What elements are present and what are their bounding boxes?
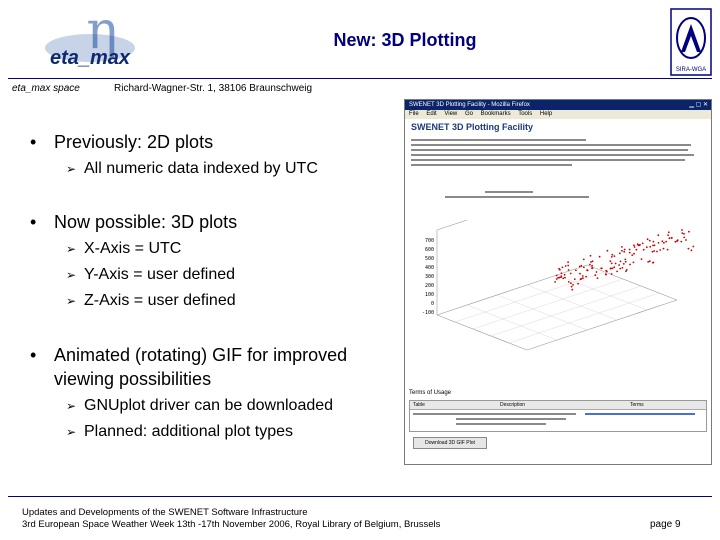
scatter-point [661,240,663,242]
scatter-point [667,234,669,236]
company-address: Richard-Wagner-Str. 1, 38106 Braunschweig [114,83,313,94]
scatter-point [668,231,670,233]
bullet-previously [30,132,213,153]
scatter-point [636,249,638,251]
page-number: page 9 [650,519,681,530]
scatter-point [643,249,645,251]
scatter-point [626,269,628,271]
scatter-point [641,258,643,260]
scatter-point [656,251,658,253]
scatter-point [652,251,654,253]
scatter-point [683,237,685,239]
scatter-point [683,233,685,235]
terms-of-usage-title: Terms of Usage [409,390,452,396]
scatter-point [611,263,613,265]
scatter-point [567,261,569,263]
sub-bullet-text: All numeric data indexed by UTC [84,160,318,177]
scatter-point [585,276,587,278]
sub-bullet-text: X-Axis = UTC [84,240,182,257]
scatter-point [622,267,624,269]
scatter-point [582,277,584,279]
3d-scatter-plot [407,220,707,360]
scatter-point [685,239,687,241]
bullet-dot-icon: • [30,345,37,365]
svg-text:300: 300 [424,274,434,280]
scatter-point [565,265,567,267]
bullet-text-continued: viewing possibilities [54,369,212,389]
scatter-point [620,261,622,263]
scatter-point [606,271,608,273]
footer-divider [8,496,712,497]
bullet-animated-gif [30,345,347,366]
scatter-point [564,277,566,279]
scatter-point [653,250,655,252]
scatter-point [623,263,625,265]
scatter-point [561,272,563,274]
scatter-point [583,259,585,261]
scatter-point [560,275,562,277]
scatter-point [688,231,690,233]
download-plot-button[interactable]: Download 3D GIF Plot [413,437,487,449]
svg-text:600: 600 [424,247,434,253]
scatter-point [634,246,636,248]
scatter-point [556,275,558,277]
scatter-point [618,264,620,266]
menu-item: Go [464,111,473,117]
scatter-point [601,267,603,269]
table-cell-greeked [456,423,546,425]
scatter-point [649,260,651,262]
scatter-point [658,242,660,244]
scatter-point [633,253,635,255]
eta-max-logo [40,8,140,78]
scatter-point [653,241,655,243]
scatter-point [621,246,623,248]
scatter-point [570,282,572,284]
browser-window-title: SWENET 3D Plotting Facility - Mozilla Firefox [409,102,530,108]
scatter-point [574,278,576,280]
scatter-point [568,281,570,283]
scatter-point [625,261,627,263]
arrow-bullet-icon: ➢ [66,294,77,308]
scatter-point [624,249,626,251]
scatter-point [647,261,649,263]
scatter-point [575,269,577,271]
scatter-points [554,229,694,291]
scatter-point [633,262,635,264]
svg-text:-100: -100 [421,310,434,316]
scatter-point [676,240,678,242]
scatter-point [564,274,566,276]
scatter-point [615,263,617,265]
svg-text:500: 500 [424,256,434,262]
intro-paragraph-greeked [411,136,703,169]
scatter-point [594,274,596,276]
scatter-point [571,286,573,288]
scatter-point [663,242,665,244]
scatter-point [590,261,592,263]
scatter-point [597,277,599,279]
sub-bullet [66,266,235,284]
scatter-point [633,244,635,246]
scatter-point [580,278,582,280]
scatter-point [582,275,584,277]
svg-text:200: 200 [424,283,434,289]
browser-menubar [405,110,711,119]
scatter-point [611,256,613,258]
scatter-point [669,237,671,239]
sub-bullet [66,292,236,310]
bullet-text: Animated (rotating) GIF for improved [54,345,348,365]
menu-item: Help [539,111,553,117]
table-cell-greeked [456,418,566,420]
menu-item: Bookmarks [480,111,511,117]
bullet-text: Now possible: 3D plots [54,212,238,232]
scatter-point [592,260,594,262]
scatter-point [589,264,591,266]
scatter-point [614,255,616,257]
scatter-point [663,248,665,250]
scatter-point [559,269,561,271]
sub-bullet-text: Planned: additional plot types [84,423,294,440]
svg-text:η: η [86,8,118,61]
scatter-point [691,249,693,251]
arrow-bullet-icon: ➢ [66,425,77,439]
sira-logo [670,8,712,76]
scatter-point [579,273,581,275]
menu-item: File [409,111,419,117]
scatter-point [621,250,623,252]
arrow-bullet-icon: ➢ [66,162,77,176]
scatter-point [599,256,601,258]
browser-screenshot [404,99,712,465]
scatter-point [688,248,690,250]
scatter-point [591,265,593,267]
scatter-point [587,269,589,271]
scatter-point [629,264,631,266]
scatter-point [562,278,564,280]
scatter-point [592,267,594,269]
scatter-point [657,234,659,236]
scatter-point [681,232,683,234]
scatter-point [579,266,581,268]
scatter-point [571,289,573,291]
scatter-point [590,255,592,257]
scatter-point [681,229,683,231]
window-controls-icon: ▁ ▢ ✕ [689,102,708,108]
scatter-point [583,267,585,269]
scatter-point [629,252,631,254]
scatter-point [667,249,669,251]
sub-bullet-text: Y-Axis = user defined [84,266,236,283]
header-divider [8,78,712,79]
scatter-point [623,251,625,253]
svg-text:0: 0 [430,301,434,307]
sub-bullet [66,240,181,258]
scatter-point [611,254,613,256]
scatter-point [562,267,564,269]
menu-item: Tools [518,111,533,117]
bullet-now-possible [30,212,237,233]
sub-bullet [66,397,333,415]
scatter-point [580,265,582,267]
scatter-point [675,241,677,243]
scatter-point [649,240,651,242]
scatter-point [609,260,611,262]
z-tick-labels [422,238,434,316]
menu-item: View [444,111,458,117]
scatter-point [671,237,673,239]
scatter-point [619,252,621,254]
plot-grid [455,272,659,343]
scatter-point [612,268,614,270]
scatter-point [570,273,572,275]
scatter-point [559,277,561,279]
bullet-text: Previously: 2D plots [54,132,214,152]
scatter-point [619,268,621,270]
svg-text:100: 100 [424,292,434,298]
table-header-cell: Table [413,402,425,408]
scatter-point [647,238,649,240]
scatter-point [629,249,631,251]
scatter-point [616,271,618,273]
scatter-point [577,283,579,285]
scatter-point [642,243,644,245]
scatter-point [665,241,667,243]
arrow-bullet-icon: ➢ [66,268,77,282]
arrow-bullet-icon: ➢ [66,242,77,256]
scatter-point [625,270,627,272]
scatter-point [637,243,639,245]
scatter-point [639,244,641,246]
scatter-point [631,254,633,256]
terms-table [409,400,707,432]
scatter-point [605,273,607,275]
scatter-point [646,246,648,248]
table-header-cell: Description [500,402,526,408]
scatter-point [649,246,651,248]
scatter-point [568,269,570,271]
scatter-point [567,265,569,267]
scatter-point [596,271,598,273]
footer-line-1: Updates and Developments of the SWENET Software Infrastructure [22,507,308,518]
facility-heading: SWENET 3D Plotting Facility [411,122,534,132]
sub-bullet-text: Z-Axis = user defined [84,292,236,309]
scatter-point [680,241,682,243]
scatter-point [572,284,574,286]
bullet-dot-icon: • [30,212,37,232]
scatter-point [652,245,654,247]
scatter-point [611,273,613,275]
logo-text: eta_max [49,47,131,69]
menu-item: Edit [426,111,437,117]
footer-line-2: 3rd European Space Weather Week 13th -17th November 2006, Royal Library of Belgium, Brussels [22,519,441,530]
terms-table-header [410,401,706,410]
sub-bullet [66,160,318,178]
scatter-point [692,246,694,248]
svg-text:400: 400 [424,265,434,271]
plot-axes [437,220,677,350]
bullet-dot-icon: • [30,132,37,152]
arrow-bullet-icon: ➢ [66,399,77,413]
scatter-point [554,281,556,283]
slide-title: New: 3D Plotting [333,30,477,50]
company-name: eta_max space [12,83,80,94]
svg-text:700: 700 [424,238,434,244]
scatter-point [613,266,615,268]
scatter-point [607,250,609,252]
sub-bullet [66,423,293,441]
table-cell-greeked [456,413,576,415]
scatter-point [556,278,558,280]
right-logo-text: SIRA-WGA [675,67,707,73]
plot-caption-greeked [445,188,605,201]
scatter-point [624,259,626,261]
browser-titlebar [405,100,711,110]
table-link-greeked [585,413,695,415]
table-header-cell: Terms [630,402,644,408]
scatter-point [659,249,661,251]
sub-bullet-text: GNUplot driver can be downloaded [84,397,334,414]
scatter-point [653,262,655,264]
